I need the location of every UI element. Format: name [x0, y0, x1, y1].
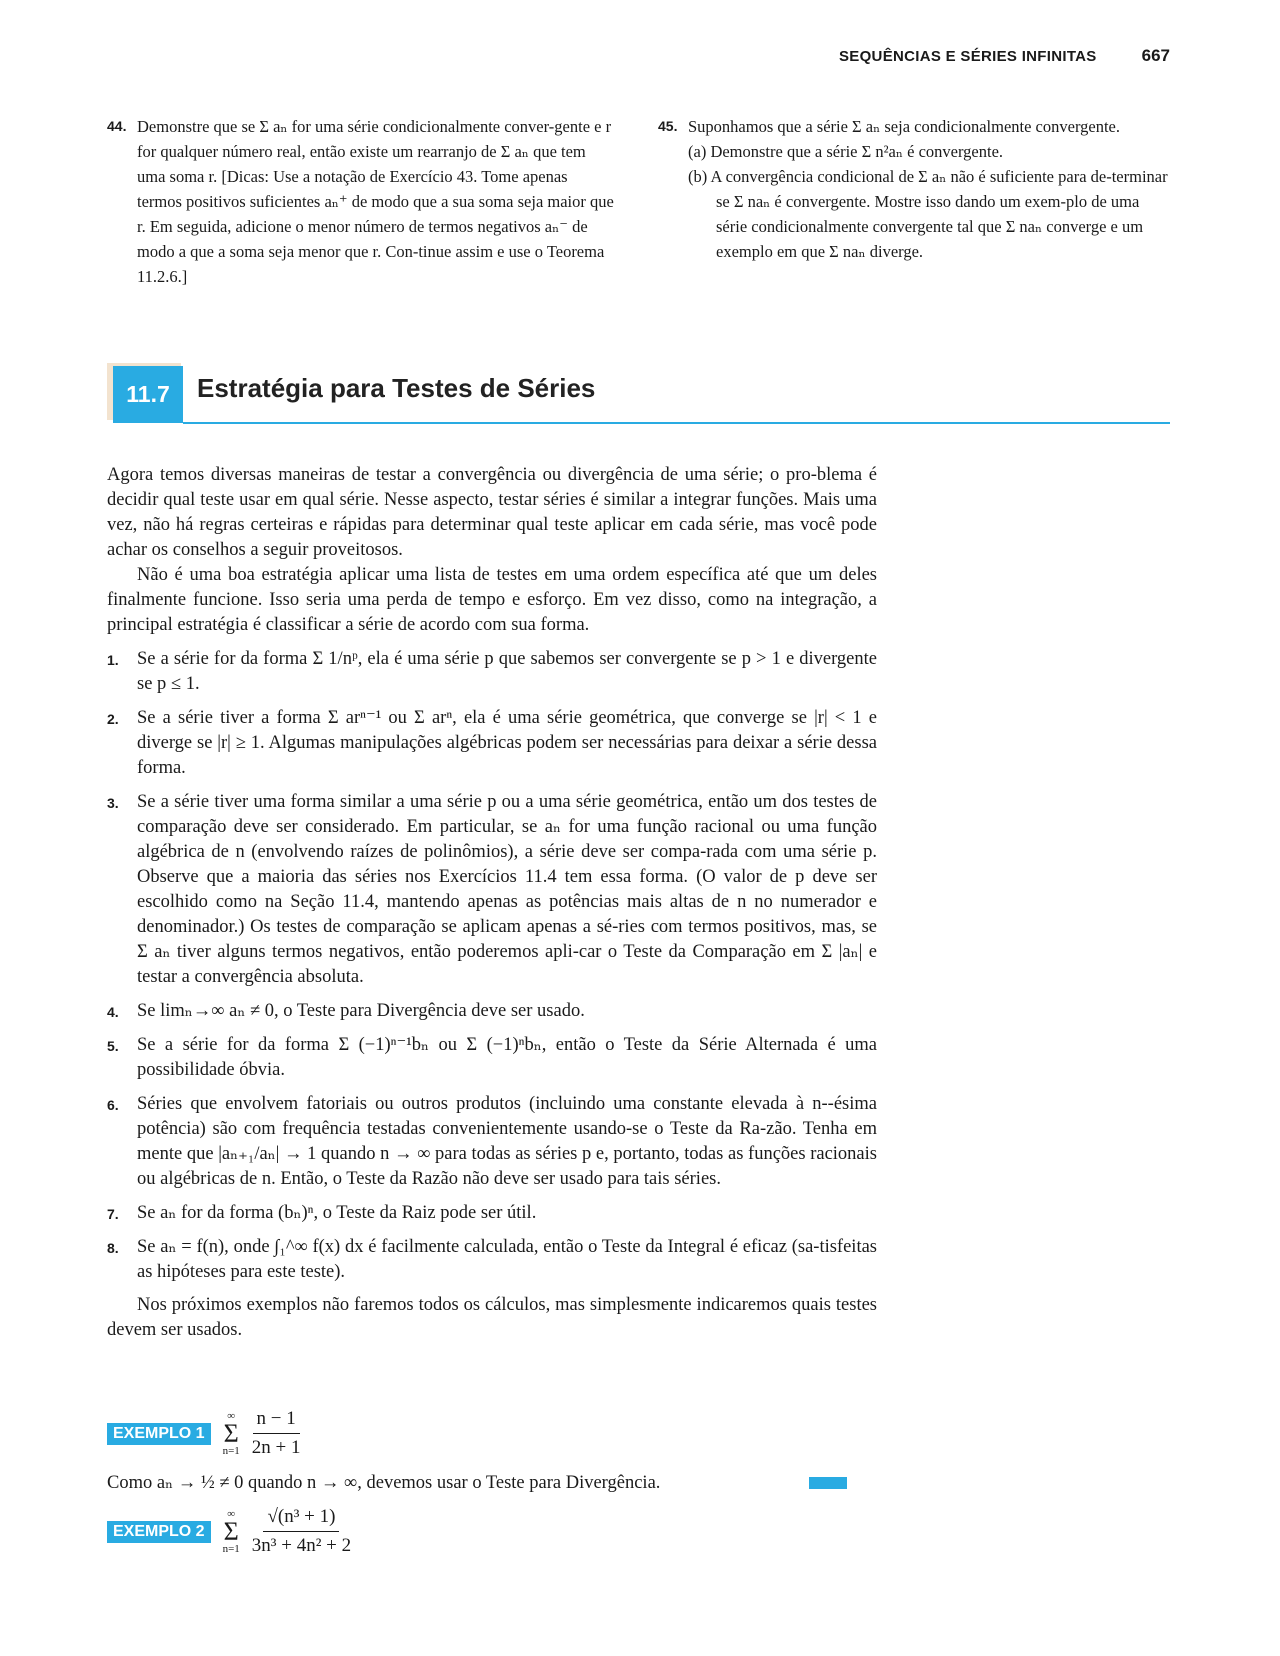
example-1-solution: Como aₙ → ½ ≠ 0 quando n → ∞, devemos usar o Teste para Divergência. [107, 1473, 661, 1493]
sum-upper: ∞ [227, 1507, 236, 1520]
example-2 [107, 1506, 355, 1557]
fraction [248, 1408, 305, 1459]
list-text: Se limₙ→∞ aₙ ≠ 0, o Teste para Divergência deve ser usado. [137, 1001, 585, 1021]
summation [223, 1509, 240, 1555]
list-number: 6. [107, 1097, 119, 1113]
intro-paragraph-1: Agora temos diversas maneiras de testar a convergência ou divergência de uma série; o pro-blema é decidir qual teste usar em qual série. Nesse aspecto, testar séries é similar a integrar funções. Mais uma vez, não há regras certeiras e rápidas para determinar qual teste aplicar em cada série, mas você pode achar os conselhos a seguir proveitosos. [107, 465, 877, 560]
numerator: n − 1 [253, 1408, 300, 1434]
list-item [107, 1235, 877, 1285]
example-1 [107, 1408, 305, 1459]
exercise-part-a: (a) Demonstre que a série Σ n²aₙ é convergente. [688, 142, 1004, 161]
list-number: 8. [107, 1240, 119, 1256]
sum-lower: n=1 [222, 1542, 240, 1555]
summation [223, 1411, 240, 1457]
exercise-intro: Suponhamos que a série Σ aₙ seja condicionalmente convergente. [688, 117, 1121, 136]
list-item [107, 706, 877, 781]
numerator: √(n³ + 1) [263, 1506, 339, 1532]
exercise-44 [107, 114, 615, 289]
section-title: Estratégia para Testes de Séries [197, 373, 596, 403]
section-heading [107, 363, 1170, 425]
section-rule [183, 422, 1170, 424]
list-text: Se a série for da forma Σ 1/nᵖ, ela é uma série p que sabemos ser convergente se p > 1 e divergente se p ≤ 1. [137, 649, 877, 694]
list-text: Se aₙ = f(n), onde ∫₁^∞ f(x) dx é facilmente calculada, então o Teste da Integral é eficaz (sa-tisfeitas as hipóteses para este teste). [137, 1237, 877, 1282]
sum-upper: ∞ [227, 1409, 236, 1422]
section-number: 11.7 [113, 366, 183, 423]
exercise-number: 44. [107, 118, 127, 134]
denominator: 3n³ + 4n² + 2 [251, 1535, 352, 1556]
fraction [248, 1506, 355, 1557]
list-text: Séries que envolvem fatoriais ou outros produtos (incluindo uma constante elevada à n--ésima potência) são com frequência testadas convenientemente usando-se o Teste da Ra-zão. Tenha em mente que |aₙ₊₁/aₙ| → 1 quando n → ∞ para todas as séries p e, portanto, todas as funções racionais ou algébricas de n. Então, o Teste da Razão não deve ser usado para tais séries. [137, 1094, 877, 1189]
intro-paragraph-2: Não é uma boa estratégia aplicar uma lista de testes em uma ordem específica até que um deles finalmente funcione. Isso seria uma perda de tempo e esforço. Em vez disso, como na integração, a principal estratégia é classificar a série de acordo com sua forma. [107, 565, 877, 635]
sigma-icon: Σ [223, 1418, 239, 1448]
list-item [107, 1033, 877, 1083]
end-of-example-marker [809, 1477, 847, 1489]
example-label: EXEMPLO 1 [107, 1423, 211, 1445]
page-number: 667 [1141, 46, 1170, 65]
list-number: 7. [107, 1206, 119, 1222]
list-number: 2. [107, 711, 119, 727]
list-item [107, 999, 877, 1024]
list-text: Se aₙ for da forma (bₙ)ⁿ, o Teste da Raiz pode ser útil. [137, 1203, 537, 1223]
sigma-icon: Σ [223, 1516, 239, 1546]
closing-paragraph: Nos próximos exemplos não faremos todos os cálculos, mas simplesmente indicaremos quais testes devem ser usados. [107, 1295, 877, 1340]
exercise-45 [658, 114, 1168, 264]
list-text: Se a série tiver uma forma similar a uma série p ou a uma série geométrica, então um dos testes de comparação deve ser considerado. Em particular, se aₙ for uma função racional ou uma função algébrica de n (envolvendo raízes de polinômios), a série deve ser compa-rada com uma série p. Observe que a maioria das séries nos Exercícios 11.4 tem essa forma. (O valor de p deve ser escolhido como na Seção 11.4, mantendo apenas as potências mais altas de n no numerador e denominador.) Os testes de comparação se aplicam apenas a sé-ries com termos positivos, mas, se Σ aₙ tiver alguns termos negativos, então poderemos apli-car o Teste da Comparação em Σ |aₙ| e testar a convergência absoluta. [137, 792, 877, 987]
list-text: Se a série tiver a forma Σ arⁿ⁻¹ ou Σ arⁿ, ela é uma série geométrica, que converge se |r| < 1 e diverge se |r| ≥ 1. Algumas manipulações algébricas podem ser necessárias para deixar a série dessa forma. [137, 708, 877, 778]
running-header [839, 46, 1170, 66]
list-item [107, 647, 877, 697]
list-text: Se a série for da forma Σ (−1)ⁿ⁻¹bₙ ou Σ (−1)ⁿbₙ, então o Teste da Série Alternada é uma possibilidade óbvia. [137, 1035, 877, 1080]
list-number: 5. [107, 1038, 119, 1054]
example-label: EXEMPLO 2 [107, 1521, 211, 1543]
exercise-text: Demonstre que se Σ aₙ for uma série condicionalmente conver-gente e r for qualquer número real, então existe um rearranjo de Σ aₙ que tem uma soma r. [Dicas: Use a notação de Exercício 43. Tome apenas termos positivos suficientes aₙ⁺ de modo que a sua soma seja maior que r. Em seguida, adicione o menor número de termos negativos aₙ⁻ de modo a que a soma seja menor que r. Con-tinue assim e use o Teorema 11.2.6.] [137, 117, 614, 286]
list-item [107, 790, 877, 990]
denominator: 2n + 1 [251, 1437, 301, 1458]
exercise-number: 45. [658, 118, 678, 134]
header-title: SEQUÊNCIAS E SÉRIES INFINITAS [838, 48, 1097, 65]
list-item [107, 1201, 877, 1226]
main-text [107, 463, 877, 1343]
list-number: 3. [107, 795, 119, 811]
list-number: 4. [107, 1004, 119, 1020]
exercise-part-b: (b) A convergência condicional de Σ aₙ não é suficiente para de-terminar se Σ naₙ é convergente. Mostre isso dando um exem-plo de uma série condicionalmente convergente tal que Σ naₙ converge e um exemplo em que Σ naₙ diverge. [688, 167, 1168, 261]
list-item [107, 1092, 877, 1192]
sum-lower: n=1 [222, 1444, 240, 1457]
list-number: 1. [107, 652, 119, 668]
